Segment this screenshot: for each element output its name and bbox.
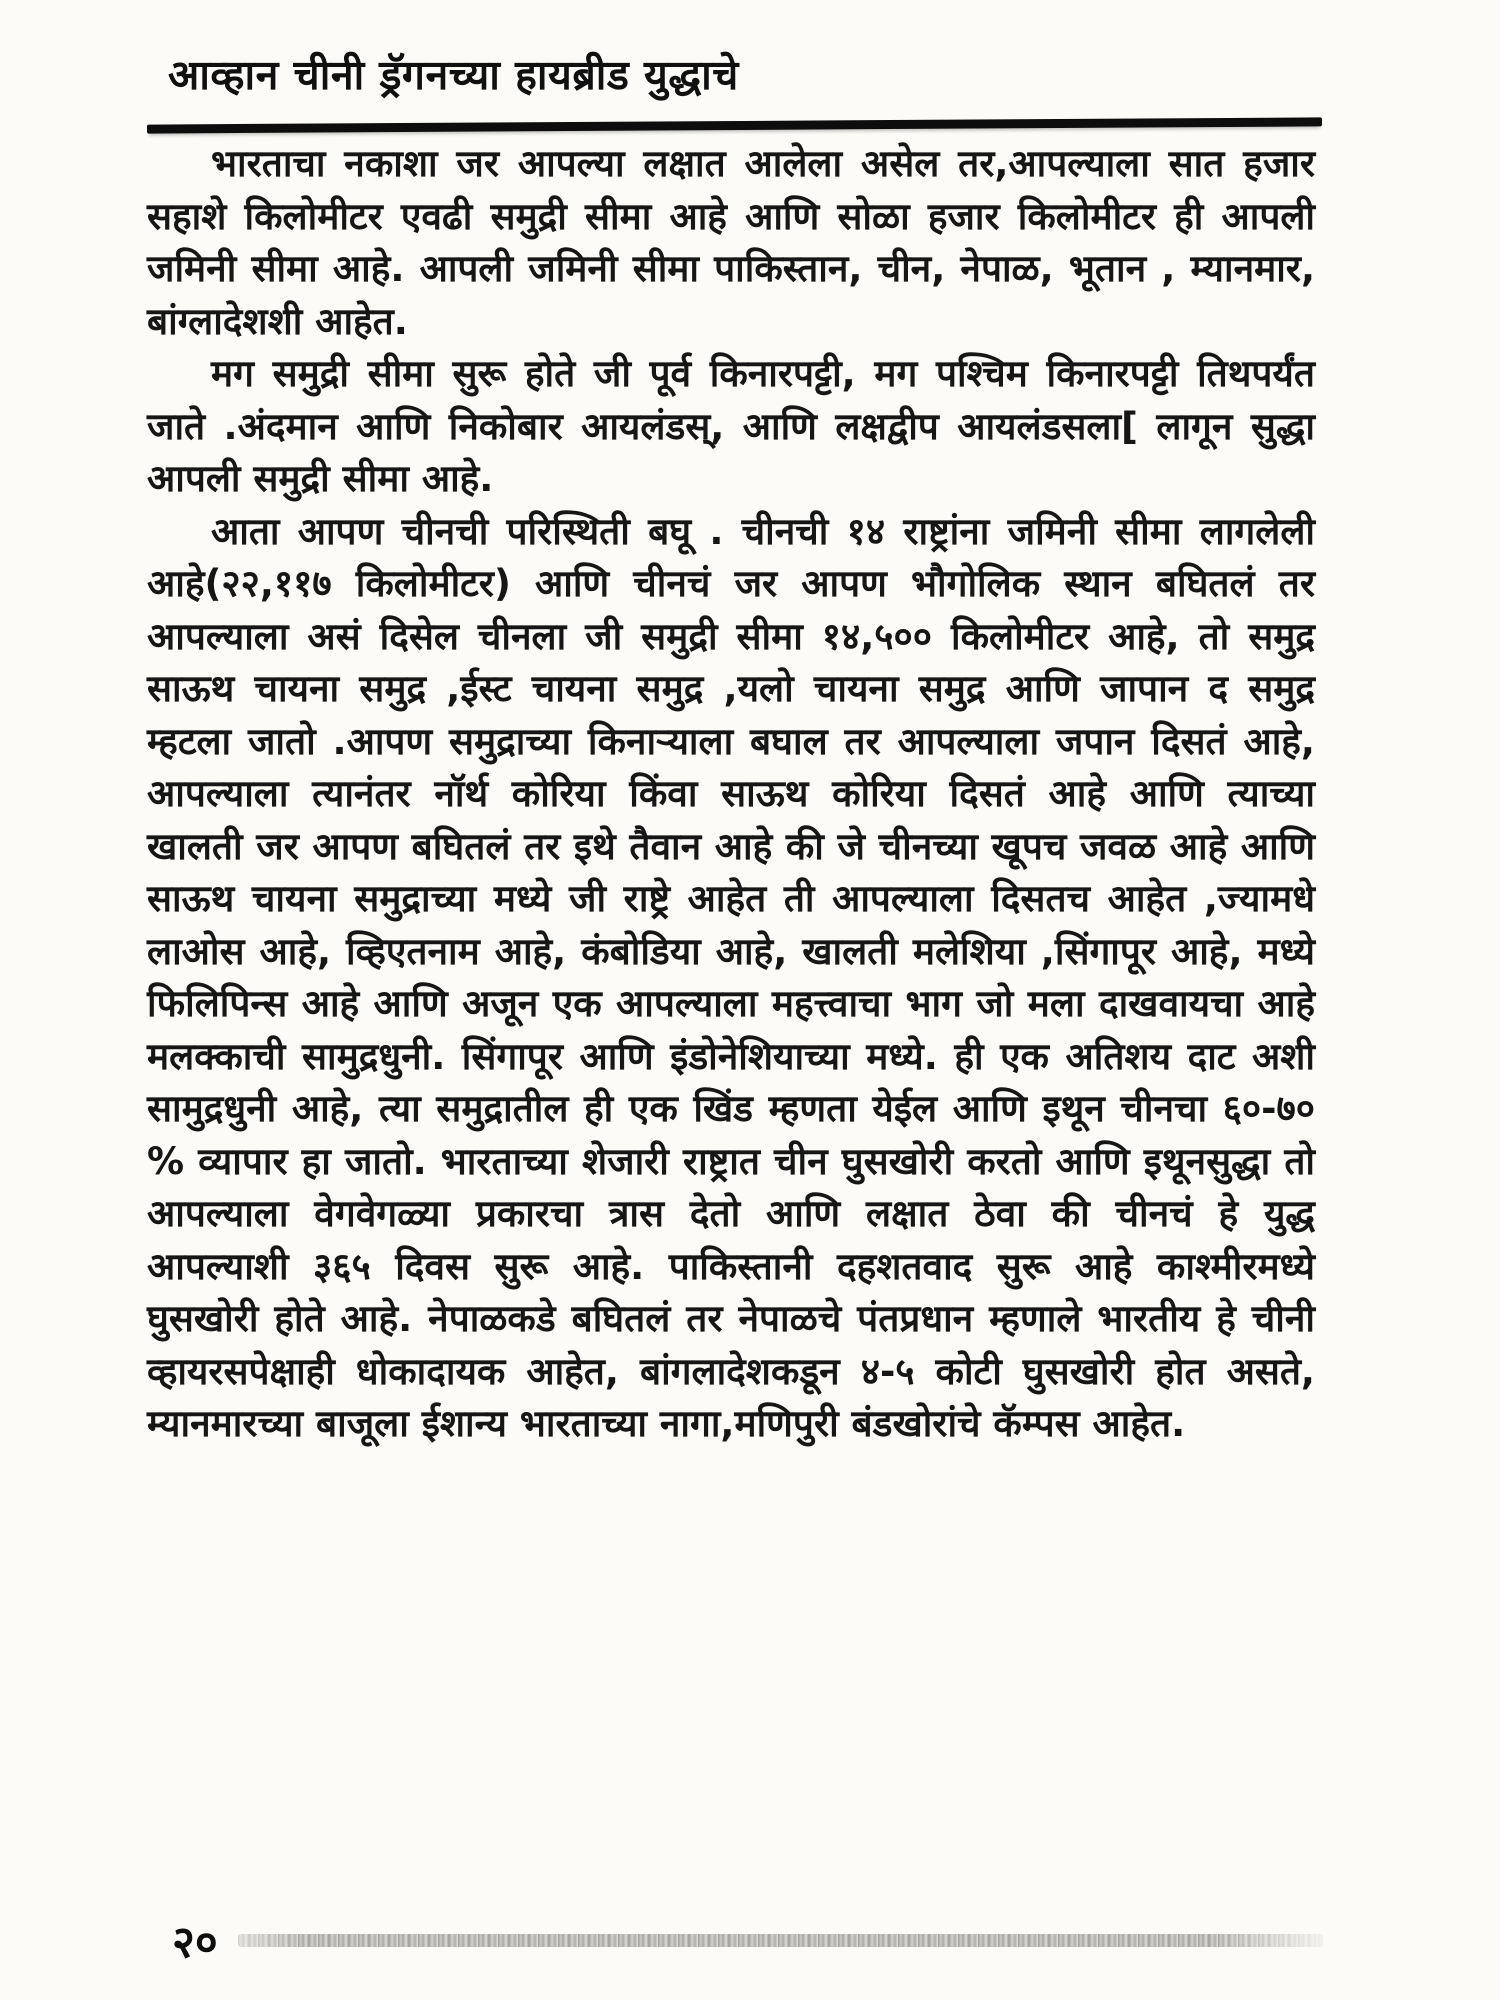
paragraph: मग समुद्री सीमा सुरू होते जी पूर्व किनारपट्टी, मग पश्चिम किनारपट्टी तिथपर्यंत जाते .अंदमान आणि निकोबार आयलंडस्, आणि लक्षद्वीप आयलंडसला[ लागून सुद्धा आपली समुद्री सीमा आहे. (147, 352, 1315, 500)
page-number: २० (172, 1917, 218, 1968)
chapter-title: आव्हान चीनी ड्रॅगनच्या हायब्रीड युद्धाचे (168, 51, 739, 99)
title-rule-divider (147, 117, 1322, 133)
footer-decorative-strip (238, 1934, 1323, 1947)
paragraph: आता आपण चीनची परिस्थिती बघू . चीनची १४ राष्ट्रांना जमिनी सीमा लागलेली आहे(२२,११७ किलोमीटर) आणि चीनचं जर आपण भौगोलिक स्थान बघितलं तर आपल्याला असं दिसेल चीनला जी समुद्री सीमा १४,५०० किलोमीटर आहे, तो समुद्र साऊथ चायना समुद्र ,ईस्ट चायना समुद्र ,यलो चायना समुद्र आणि जापान द समुद्र म्हटला जातो .आपण समुद्राच्या किनाऱ्याला बघाल तर आपल्याला जपान दिसतं आहे, आपल्याला त्यानंतर नॉर्थ कोरिया किंवा साऊथ कोरिया दिसतं आहे आणि त्याच्या खालती जर आपण बघितलं तर इथे तैवान आहे की जे चीनच्या खूपच जवळ आहे आणि साऊथ चायना समुद्राच्या मध्ये जी राष्ट्रे आहेत ती आपल्याला दिसतच आहेत ,ज्यामधे लाओस आहे, व्हिएतनाम आहे, कंबोडिया आहे, खालती मलेशिया ,सिंगापूर आहे, मध्ये फिलिपिन्स आहे आणि अजून एक आपल्याला महत्त्वाचा भाग जो मला दाखवायचा आहे मलक्काची सामुद्रधुनी. सिंगापूर आणि इंडोनेशियाच्या मध्ये. ही एक अतिशय दाट अशी सामुद्रधुनी आहे, त्या समुद्रातील ही एक खिंड म्हणता येईल आणि इथून चीनचा ६०-७० % व्यापार हा जातो. भारताच्या शेजारी राष्ट्रात चीन घुसखोरी करतो आणि इथूनसुद्धा तो आपल्याला वेगवेगळ्या प्रकारचा त्रास देतो आणि लक्षात ठेवा की चीनचं हे युद्ध आपल्याशी ३६५ दिवस सुरू आहे. पाकिस्तानी दहशतवाद सुरू आहे काश्मीरमध्ये घुसखोरी होते आहे. नेपाळकडे बघितलं तर नेपाळचे पंतप्रधान म्हणाले भारतीय हे चीनी व्हायरसपेक्षाही धोकादायक आहेत, बांगलादेशकडून ४-५ कोटी घुसखोरी होत असते, म्यानमारच्या बाजूला ईशान्य भारताच्या नागा,मणिपुरी बंडखोरांचे कॅम्पस आहेत. (147, 509, 1315, 1445)
page-footer (0, 1908, 1500, 1968)
body-text (147, 138, 1315, 1451)
paragraph: भारताचा नकाशा जर आपल्या लक्षात आलेला असेल तर,आपल्याला सात हजार सहाशे किलोमीटर एवढी समुद्री सीमा आहे आणि सोळा हजार किलोमीटर ही आपली जमिनी सीमा आहे. आपली जमिनी सीमा पाकिस्तान, चीन, नेपाळ, भूतान , म्यानमार, बांग्लादेशशी आहेत. (147, 142, 1315, 343)
